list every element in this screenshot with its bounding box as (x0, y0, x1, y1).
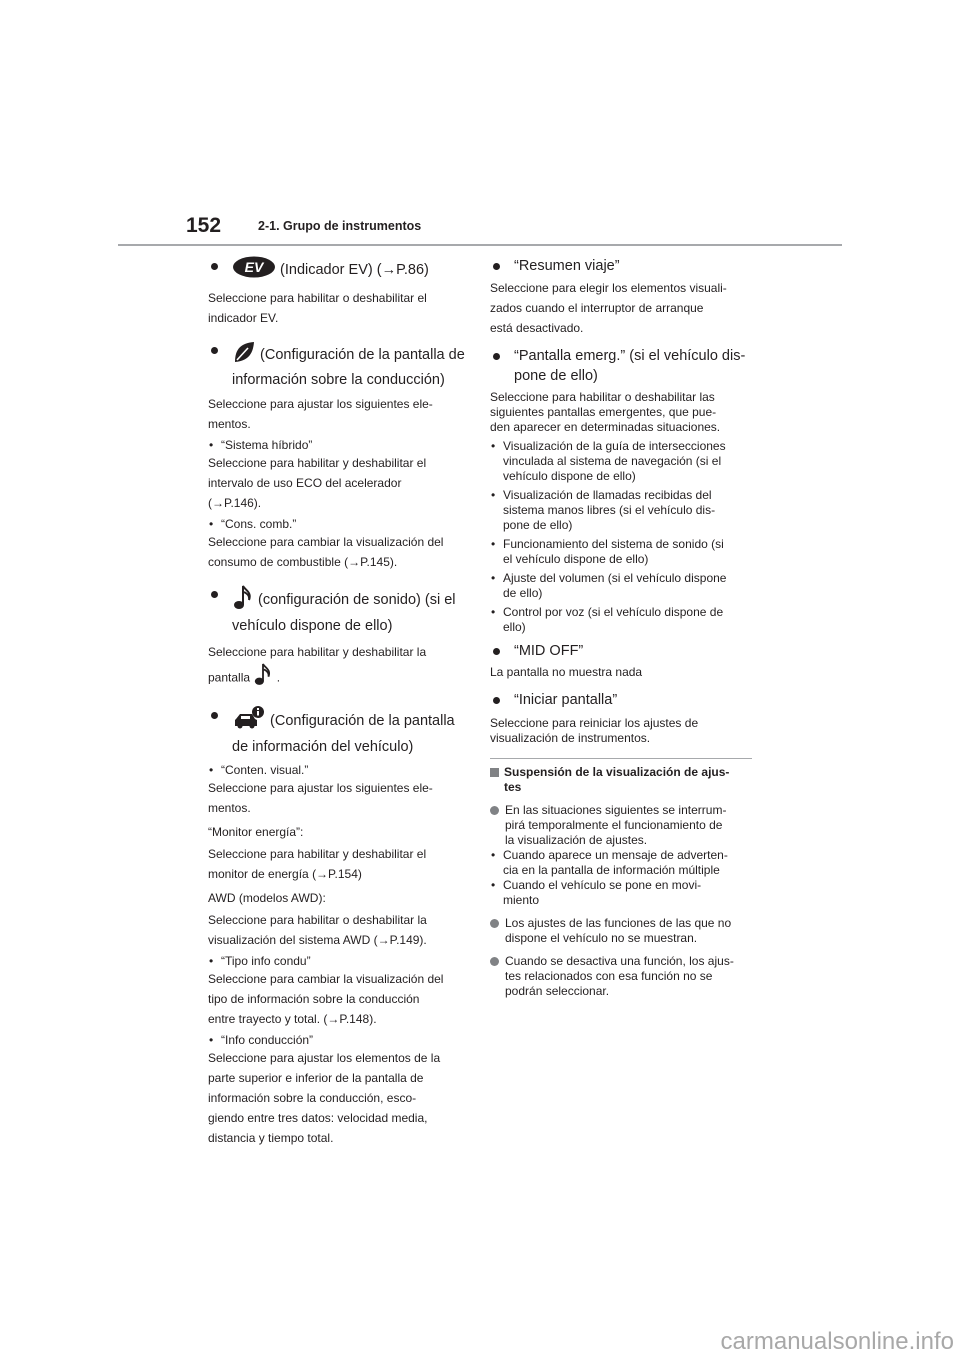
resumen-body-3: está desactivado. (490, 321, 584, 335)
note3-line-1: Cuando se desactiva una función, los ajus- (505, 954, 734, 968)
ev-body-2: indicador EV. (208, 311, 279, 325)
car-info-icon (232, 705, 266, 737)
square-marker-icon (490, 768, 499, 777)
sound-heading-1: (configuración de sonido) (si el (258, 591, 456, 608)
music-note-icon (253, 662, 273, 695)
watermark: carmanualsonline.info (720, 1328, 954, 1355)
emerg-bullet-3-line-2: el vehículo dispone de ello) (503, 552, 649, 566)
ev-body-1: Seleccione para habilitar o deshabilitar el (208, 291, 427, 305)
header-rule (118, 244, 842, 246)
eco-body-1: Seleccione para ajustar los siguientes ele- (208, 397, 433, 411)
suspension-note-3 (490, 954, 752, 999)
emerg-heading-1: “Pantalla emerg.” (si el vehículo dis- (514, 348, 746, 364)
page-number: 152 (186, 214, 222, 237)
suspension-heading-2: tes (504, 780, 522, 794)
sound-body-2-post: . (276, 670, 281, 685)
iniciar-heading (490, 690, 752, 710)
emerg-bullet-5-line-1: Control por voz (si el vehículo dispone de (503, 605, 724, 619)
eco-heading-1: (Configuración de la pantalla de (260, 346, 465, 363)
ev-indicator-icon (232, 256, 276, 284)
vehicle-item3-line-3: información sobre la conducción, esco- (208, 1091, 417, 1105)
awd-line-2: visualización del sistema AWD (→P.149). (208, 933, 427, 947)
sound-body-1: Seleccione para habilitar y deshabilitar la (208, 645, 427, 659)
suspension-heading (490, 765, 752, 795)
resumen-body-2: zados cuando el interruptor de arranque (490, 301, 704, 315)
note1-sub-1 (490, 848, 752, 878)
note1-sub1-line-2: cia en la pantalla de información múltiple (503, 863, 720, 877)
bullet-dot (211, 347, 218, 354)
eco-item1-title: • “Sistema híbrido” (208, 438, 466, 453)
resumen-body-1: Seleccione para elegir los elementos visuali- (490, 281, 727, 295)
emerg-bullet-1-line-3: vehículo dispone de ello) (503, 469, 636, 483)
ev-heading (208, 256, 466, 284)
gray-bullet-icon (490, 957, 499, 966)
eco-body-2: mentos. (208, 417, 251, 431)
gray-bullet-icon (490, 919, 499, 928)
vehicle-heading-1: (Configuración de la pantalla (270, 712, 455, 729)
resumen-heading (490, 256, 752, 276)
emerg-bullet-1-line-1: Visualización de la guía de intersecciones (503, 439, 726, 453)
eco-item1-line-1: Seleccione para habilitar y deshabilitar el (208, 456, 427, 470)
emerg-heading (490, 346, 752, 386)
note1-line-2: pirá temporalmente el funcionamiento de (505, 818, 723, 832)
iniciar-body-1: Seleccione para reiniciar los ajustes de (490, 716, 699, 730)
suspension-heading-1: Suspensión de la visualización de ajus- (504, 765, 730, 779)
vehicle-heading-2: de información del vehículo) (232, 739, 414, 755)
emerg-bullet-5-line-2: ello) (503, 620, 526, 634)
monitor-line-1: Seleccione para habilitar y deshabilitar el (208, 847, 427, 861)
vehicle-item3-title: • “Info conducción” (208, 1033, 466, 1048)
eco-item2-line-2: consumo de combustible (→P.145). (208, 555, 398, 569)
note1-sub2-line-1: Cuando el vehículo se pone en movi- (503, 878, 702, 892)
emerg-bullet-2-line-3: pone de ello) (503, 518, 573, 532)
bullet-dot (211, 712, 218, 719)
emerg-bullet-3-line-1: Funcionamiento del sistema de sonido (si (503, 537, 724, 551)
suspension-note-2 (490, 916, 752, 946)
note1-sub-2 (490, 878, 752, 908)
emerg-bullet-1-line-2: vinculada al sistema de navegación (si el (503, 454, 722, 468)
emerg-heading-2: pone de ello) (514, 368, 598, 384)
bullet-dot (493, 263, 500, 270)
bullet-dot (211, 263, 218, 270)
emerg-body-2: siguientes pantallas emergentes, que pue- (490, 405, 717, 419)
vehicle-item1-title: • “Conten. visual.” (208, 763, 466, 778)
eco-heading-2: información sobre la conducción) (232, 372, 445, 388)
svg-text:EV: EV (244, 259, 264, 275)
emerg-bullet-5 (490, 605, 752, 635)
emerg-bullet-4-line-2: de ello) (503, 586, 543, 600)
awd-label: AWD (modelos AWD): (208, 891, 326, 905)
note1-sub2-line-2: miento (503, 893, 540, 907)
emerg-bullet-3 (490, 537, 752, 567)
emerg-bullet-4 (490, 571, 752, 601)
eco-item1-line-3: (→P.146). (208, 496, 262, 510)
vehicle-heading (208, 705, 466, 757)
monitor-line-2: monitor de energía (→P.154) (208, 867, 362, 881)
vehicle-item3-line-2: parte superior e inferior de la pantalla de (208, 1071, 424, 1085)
midoff-heading-text: “MID OFF” (514, 643, 584, 659)
vehicle-item2-line-1: Seleccione para cambiar la visualización del (208, 972, 444, 986)
midoff-body: La pantalla no muestra nada (490, 665, 643, 679)
sound-body-2-pre: pantalla (208, 670, 251, 685)
note2-line-1: Los ajustes de las funciones de las que no (505, 916, 732, 930)
vehicle-item3-line-4: giendo entre tres datos: velocidad media, (208, 1111, 428, 1125)
sound-heading (208, 584, 466, 636)
music-note-icon (232, 584, 254, 616)
eco-item2-title: • “Cons. comb.” (208, 517, 466, 532)
iniciar-body-2: visualización de instrumentos. (490, 731, 651, 745)
bullet-dot (211, 591, 218, 598)
suspension-note-1 (490, 803, 752, 848)
section-divider (490, 758, 752, 759)
bullet-dot (493, 353, 500, 360)
emerg-bullet-1 (490, 439, 752, 484)
note1-line-3: la visualización de ajustes. (505, 833, 648, 847)
note1-sub1-line-1: Cuando aparece un mensaje de adverten- (503, 848, 728, 862)
vehicle-item3-line-5: distancia y tiempo total. (208, 1131, 334, 1145)
iniciar-heading-text: “Iniciar pantalla” (514, 692, 618, 708)
eco-heading (208, 340, 466, 390)
emerg-body-3: den aparecer en determinadas situaciones. (490, 420, 721, 434)
resumen-heading-text: “Resumen viaje” (514, 258, 620, 274)
emerg-bullet-2-line-2: sistema manos libres (si el vehículo dis- (503, 503, 716, 517)
leaf-icon (232, 340, 256, 370)
midoff-heading (490, 641, 752, 661)
right-column (490, 256, 752, 999)
vehicle-item1-line-2: mentos. (208, 801, 251, 815)
vehicle-item2-line-2: tipo de información sobre la conducción (208, 992, 420, 1006)
vehicle-item2-title: • “Tipo info condu” (208, 954, 466, 969)
note3-line-3: podrán seleccionar. (505, 984, 610, 998)
note1-line-1: En las situaciones siguientes se interrum- (505, 803, 727, 817)
sound-body-2 (208, 662, 466, 695)
awd-line-1: Seleccione para habilitar o deshabilitar la (208, 913, 427, 927)
left-column (208, 256, 466, 1148)
ev-heading-text: (Indicador EV) (→P.86) (280, 261, 429, 278)
emerg-bullet-4-line-1: Ajuste del volumen (si el vehículo dispone (503, 571, 727, 585)
eco-item1-line-2: intervalo de uso ECO del acelerador (208, 476, 402, 490)
note3-line-2: tes relacionados con esa función no se (505, 969, 713, 983)
sound-heading-2: vehículo dispone de ello) (232, 618, 393, 634)
vehicle-item2-line-3: entre trayecto y total. (→P.148). (208, 1012, 377, 1026)
emerg-body-1: Seleccione para habilitar o deshabilitar las (490, 390, 715, 404)
bullet-dot (493, 648, 500, 655)
vehicle-item1-line-1: Seleccione para ajustar los siguientes ele- (208, 781, 433, 795)
eco-item2-line-1: Seleccione para cambiar la visualización del (208, 535, 444, 549)
emerg-bullet-2 (490, 488, 752, 533)
bullet-dot (493, 697, 500, 704)
monitor-label: “Monitor energía”: (208, 825, 304, 839)
gray-bullet-icon (490, 806, 499, 815)
section-title: 2-1. Grupo de instrumentos (258, 219, 422, 233)
note2-line-2: dispone el vehículo no se muestran. (505, 931, 698, 945)
vehicle-item3-line-1: Seleccione para ajustar los elementos de la (208, 1051, 441, 1065)
emerg-bullet-2-line-1: Visualización de llamadas recibidas del (503, 488, 712, 502)
